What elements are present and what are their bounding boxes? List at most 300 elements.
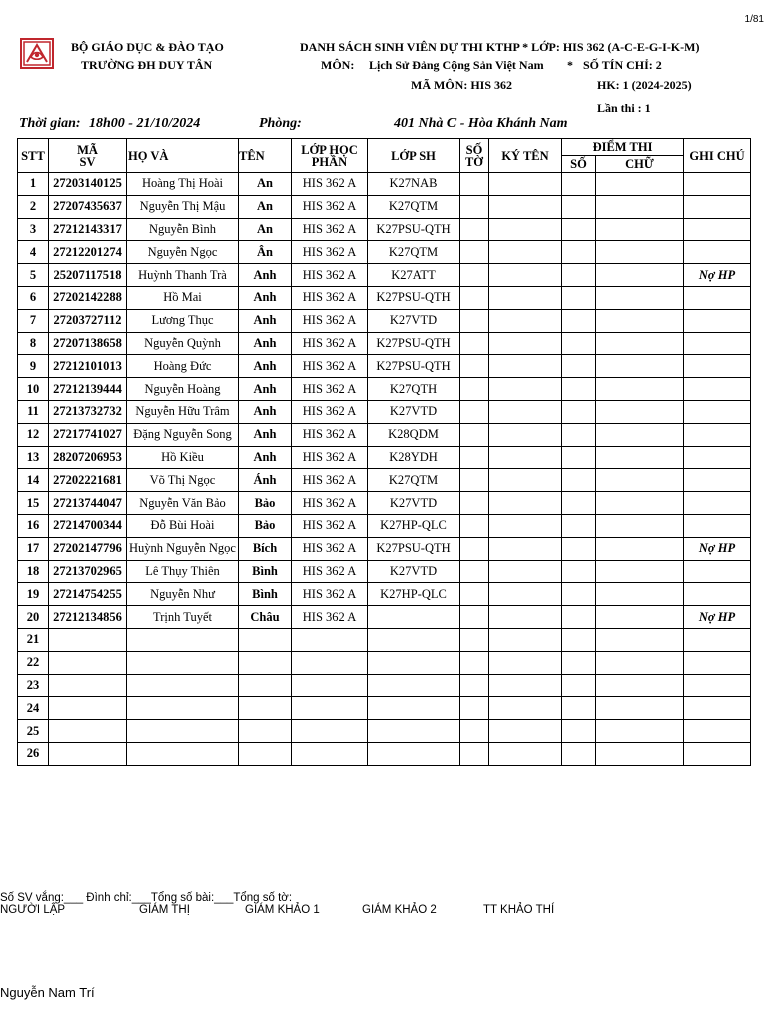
row-name: Bảo [239, 514, 292, 537]
row-stt: 15 [18, 492, 49, 515]
row-surname [127, 674, 239, 697]
row-note: Nợ HP [684, 264, 751, 287]
row-stt: 8 [18, 332, 49, 355]
row-stt: 6 [18, 286, 49, 309]
row-score-number [562, 514, 596, 537]
room-label: Phòng: [259, 116, 302, 131]
row-stt: 10 [18, 378, 49, 401]
row-stt: 3 [18, 218, 49, 241]
col-sheet-count: SỐ TỜ [460, 139, 489, 173]
row-student-id [49, 628, 127, 651]
row-student-id: 27202221681 [49, 469, 127, 492]
table-row [18, 218, 751, 241]
row-score-number [562, 309, 596, 332]
col-signature: KÝ TÊN [489, 139, 562, 173]
row-course-class: HIS 362 A [292, 537, 368, 560]
row-course-class [292, 697, 368, 720]
table-row [18, 560, 751, 583]
row-score-words [596, 628, 684, 651]
row-score-words [596, 400, 684, 423]
row-score-number [562, 583, 596, 606]
table-row [18, 446, 751, 469]
row-stt: 1 [18, 173, 49, 196]
row-student-id: 27214754255 [49, 583, 127, 606]
row-note [684, 332, 751, 355]
row-course-class: HIS 362 A [292, 423, 368, 446]
row-signature [489, 378, 562, 401]
row-sheet-count [460, 492, 489, 515]
row-score-words [596, 378, 684, 401]
row-course-class: HIS 362 A [292, 309, 368, 332]
row-name [239, 697, 292, 720]
row-stt: 4 [18, 241, 49, 264]
row-sheet-count [460, 309, 489, 332]
row-score-number [562, 674, 596, 697]
time-value: 18h00 - 21/10/2024 [89, 116, 201, 131]
row-home-class [368, 720, 460, 743]
table-row [18, 355, 751, 378]
row-signature [489, 446, 562, 469]
row-course-class: HIS 362 A [292, 173, 368, 196]
row-score-words [596, 446, 684, 469]
col-student-id: MÃ SV [49, 139, 127, 173]
row-note [684, 378, 751, 401]
row-sheet-count [460, 446, 489, 469]
row-surname: Hoàng Đức [127, 355, 239, 378]
row-stt: 19 [18, 583, 49, 606]
row-surname [127, 720, 239, 743]
row-stt: 5 [18, 264, 49, 287]
row-surname: Đỗ Bùi Hoài [127, 514, 239, 537]
row-name: Ánh [239, 469, 292, 492]
exam-attempt: Lần thi : 1 [597, 101, 651, 115]
table-row [18, 606, 751, 629]
row-score-number [562, 492, 596, 515]
row-signature [489, 355, 562, 378]
table-row [18, 742, 751, 765]
row-sheet-count [460, 332, 489, 355]
row-signature [489, 514, 562, 537]
row-student-id: 27202142288 [49, 286, 127, 309]
row-score-words [596, 492, 684, 515]
row-score-words [596, 309, 684, 332]
row-signature [489, 492, 562, 515]
col-surname: HỌ VÀ [127, 139, 239, 173]
row-course-class [292, 628, 368, 651]
subject-name: Lịch Sử Đảng Cộng Sản Việt Nam [369, 58, 544, 72]
row-student-id: 27207435637 [49, 195, 127, 218]
row-score-words [596, 742, 684, 765]
row-note [684, 355, 751, 378]
table-row [18, 264, 751, 287]
row-score-number [562, 628, 596, 651]
row-surname: Huỳnh Thanh Trà [127, 264, 239, 287]
row-score-words [596, 606, 684, 629]
table-row [18, 241, 751, 264]
row-name: Anh [239, 355, 292, 378]
row-surname: Nguyễn Bình [127, 218, 239, 241]
row-home-class: K27VTD [368, 309, 460, 332]
row-home-class: K27PSU-QTH [368, 218, 460, 241]
table-row [18, 423, 751, 446]
row-score-number [562, 378, 596, 401]
row-stt: 21 [18, 628, 49, 651]
row-sheet-count [460, 378, 489, 401]
school-name: TRƯỜNG ĐH DUY TÂN [81, 58, 213, 72]
row-course-class: HIS 362 A [292, 492, 368, 515]
table-row [18, 173, 751, 196]
row-score-words [596, 720, 684, 743]
row-score-words [596, 264, 684, 287]
row-signature [489, 697, 562, 720]
row-note [684, 628, 751, 651]
page-number: 1/81 [744, 14, 764, 25]
row-signature [489, 173, 562, 196]
table-row [18, 378, 751, 401]
row-sheet-count [460, 423, 489, 446]
col-score-words: CHỮ [596, 156, 684, 173]
row-surname: Hoàng Thị Hoài [127, 173, 239, 196]
row-name [239, 628, 292, 651]
row-note [684, 423, 751, 446]
row-score-number [562, 400, 596, 423]
row-score-number [562, 446, 596, 469]
col-course-class: LỚP HỌC PHẦN [292, 139, 368, 173]
col-home-class: LỚP SH [368, 139, 460, 173]
row-surname: Nguyễn Ngọc [127, 241, 239, 264]
row-course-class: HIS 362 A [292, 264, 368, 287]
row-signature [489, 651, 562, 674]
row-course-class: HIS 362 A [292, 195, 368, 218]
row-course-class: HIS 362 A [292, 218, 368, 241]
row-signature [489, 400, 562, 423]
preparer-name: Nguyễn Nam Trí [0, 985, 95, 1000]
row-surname: Nguyễn Quỳnh [127, 332, 239, 355]
row-name: Ân [239, 241, 292, 264]
row-signature [489, 742, 562, 765]
row-home-class: K27HP-QLC [368, 514, 460, 537]
row-score-words [596, 674, 684, 697]
row-signature [489, 286, 562, 309]
row-name: Bích [239, 537, 292, 560]
col-score-group: ĐIỂM THI [562, 139, 684, 156]
row-surname: Nguyễn Văn Bảo [127, 492, 239, 515]
row-student-id: 27212139444 [49, 378, 127, 401]
row-score-words [596, 651, 684, 674]
table-row [18, 332, 751, 355]
row-home-class [368, 697, 460, 720]
row-home-class: K27PSU-QTH [368, 332, 460, 355]
row-sheet-count [460, 241, 489, 264]
table-row [18, 720, 751, 743]
row-score-number [562, 423, 596, 446]
row-home-class: K27PSU-QTH [368, 286, 460, 309]
row-signature [489, 583, 562, 606]
row-stt: 23 [18, 674, 49, 697]
row-note [684, 241, 751, 264]
row-course-class: HIS 362 A [292, 560, 368, 583]
student-list-table [17, 138, 751, 766]
row-student-id: 27217741027 [49, 423, 127, 446]
row-stt: 11 [18, 400, 49, 423]
row-student-id [49, 697, 127, 720]
row-signature [489, 309, 562, 332]
row-score-words [596, 286, 684, 309]
row-surname: Nguyễn Thị Mậu [127, 195, 239, 218]
signer-examiner-2: GIÁM KHẢO 2 [362, 904, 437, 916]
row-student-id: 27213702965 [49, 560, 127, 583]
table-row [18, 400, 751, 423]
row-home-class: K27NAB [368, 173, 460, 196]
row-name: Bình [239, 560, 292, 583]
row-student-id: 27207138658 [49, 332, 127, 355]
table-row [18, 492, 751, 515]
row-course-class: HIS 362 A [292, 583, 368, 606]
row-student-id [49, 742, 127, 765]
row-sheet-count [460, 628, 489, 651]
table-row [18, 697, 751, 720]
table-row [18, 651, 751, 674]
row-course-class: HIS 362 A [292, 241, 368, 264]
row-name: Bảo [239, 492, 292, 515]
table-row [18, 309, 751, 332]
row-student-id: 27212143317 [49, 218, 127, 241]
table-row [18, 537, 751, 560]
table-row [18, 583, 751, 606]
row-score-number [562, 537, 596, 560]
row-sheet-count [460, 537, 489, 560]
row-signature [489, 606, 562, 629]
row-home-class [368, 606, 460, 629]
subject-label: MÔN: [321, 58, 355, 72]
row-name: Anh [239, 309, 292, 332]
row-score-number [562, 651, 596, 674]
credits: SỐ TÍN CHỈ: 2 [583, 58, 662, 72]
row-score-words [596, 195, 684, 218]
row-course-class: HIS 362 A [292, 400, 368, 423]
room-value: 401 Nhà C - Hòa Khánh Nam [394, 116, 568, 131]
row-sheet-count [460, 355, 489, 378]
row-score-words [596, 332, 684, 355]
row-home-class: K27PSU-QTH [368, 537, 460, 560]
row-note [684, 514, 751, 537]
row-sheet-count [460, 286, 489, 309]
row-signature [489, 195, 562, 218]
row-signature [489, 332, 562, 355]
row-score-number [562, 173, 596, 196]
col-note: GHI CHÚ [684, 139, 751, 173]
row-note: Nợ HP [684, 606, 751, 629]
row-name: An [239, 195, 292, 218]
row-home-class: K27QTM [368, 469, 460, 492]
row-score-number [562, 606, 596, 629]
row-note [684, 446, 751, 469]
row-student-id: 25207117518 [49, 264, 127, 287]
row-surname: Hồ Kiều [127, 446, 239, 469]
row-sheet-count [460, 651, 489, 674]
row-home-class: K27PSU-QTH [368, 355, 460, 378]
row-course-class: HIS 362 A [292, 606, 368, 629]
row-name [239, 742, 292, 765]
row-stt: 12 [18, 423, 49, 446]
row-home-class: K27VTD [368, 560, 460, 583]
row-name: Anh [239, 332, 292, 355]
row-score-words [596, 241, 684, 264]
row-score-words [596, 560, 684, 583]
row-note [684, 218, 751, 241]
signer-testing-center: TT KHẢO THÍ [483, 904, 555, 916]
row-signature [489, 469, 562, 492]
row-home-class: K27QTM [368, 195, 460, 218]
row-stt: 20 [18, 606, 49, 629]
row-note [684, 697, 751, 720]
row-student-id: 27213744047 [49, 492, 127, 515]
col-score-number: SỐ [562, 156, 596, 173]
row-note [684, 742, 751, 765]
row-signature [489, 241, 562, 264]
row-note [684, 400, 751, 423]
row-score-words [596, 583, 684, 606]
row-sheet-count [460, 195, 489, 218]
row-student-id [49, 720, 127, 743]
row-student-id: 27212134856 [49, 606, 127, 629]
row-home-class: K27VTD [368, 492, 460, 515]
row-note [684, 560, 751, 583]
row-score-number [562, 218, 596, 241]
row-stt: 25 [18, 720, 49, 743]
row-student-id [49, 674, 127, 697]
row-surname: Nguyễn Hoàng [127, 378, 239, 401]
table-row [18, 674, 751, 697]
table-header [18, 139, 751, 173]
row-signature [489, 674, 562, 697]
row-note [684, 195, 751, 218]
row-score-number [562, 355, 596, 378]
row-student-id: 27212201274 [49, 241, 127, 264]
row-surname: Hồ Mai [127, 286, 239, 309]
semester: HK: 1 (2024-2025) [597, 78, 692, 92]
signer-preparer: NGƯỜI LẬP [0, 904, 66, 916]
row-sheet-count [460, 583, 489, 606]
row-surname: Lương Thục [127, 309, 239, 332]
row-student-id: 27202147796 [49, 537, 127, 560]
attendance-summary: Số SV vắng:___ Đình chỉ:___Tổng số bài:___Tổng số tờ: [0, 892, 293, 904]
row-course-class [292, 651, 368, 674]
row-score-number [562, 560, 596, 583]
row-sheet-count [460, 606, 489, 629]
row-surname: Huỳnh Nguyễn Ngọc [127, 537, 239, 560]
row-score-number [562, 742, 596, 765]
table-row [18, 514, 751, 537]
row-name [239, 720, 292, 743]
row-student-id: 28207206953 [49, 446, 127, 469]
row-name: Anh [239, 378, 292, 401]
row-note [684, 309, 751, 332]
row-sheet-count [460, 469, 489, 492]
row-score-words [596, 469, 684, 492]
row-course-class: HIS 362 A [292, 378, 368, 401]
row-note [684, 720, 751, 743]
row-student-id [49, 651, 127, 674]
row-note [684, 286, 751, 309]
row-surname: Võ Thị Ngọc [127, 469, 239, 492]
row-course-class [292, 674, 368, 697]
row-sheet-count [460, 173, 489, 196]
row-student-id: 27203727112 [49, 309, 127, 332]
col-stt: STT [18, 139, 49, 173]
signer-proctor: GIÁM THỊ [139, 904, 190, 916]
row-note [684, 492, 751, 515]
row-sheet-count [460, 742, 489, 765]
table-body [18, 173, 751, 766]
row-surname: Nguyễn Như [127, 583, 239, 606]
row-score-number [562, 195, 596, 218]
logo-emblem-icon [22, 40, 52, 67]
star-separator: * [567, 58, 573, 72]
row-surname [127, 742, 239, 765]
row-surname: Lê Thụy Thiên [127, 560, 239, 583]
row-note [684, 469, 751, 492]
row-home-class [368, 628, 460, 651]
row-signature [489, 264, 562, 287]
row-stt: 9 [18, 355, 49, 378]
row-student-id: 27212101013 [49, 355, 127, 378]
row-score-number [562, 720, 596, 743]
table-row [18, 195, 751, 218]
row-sheet-count [460, 560, 489, 583]
row-signature [489, 218, 562, 241]
row-course-class: HIS 362 A [292, 332, 368, 355]
row-stt: 18 [18, 560, 49, 583]
row-surname [127, 651, 239, 674]
row-home-class: K27QTH [368, 378, 460, 401]
row-sheet-count [460, 697, 489, 720]
row-signature [489, 423, 562, 446]
row-score-number [562, 332, 596, 355]
row-stt: 7 [18, 309, 49, 332]
row-stt: 13 [18, 446, 49, 469]
col-name: TÊN [239, 139, 292, 173]
row-surname: Đặng Nguyễn Song [127, 423, 239, 446]
row-note [684, 651, 751, 674]
row-course-class: HIS 362 A [292, 355, 368, 378]
row-surname: Trịnh Tuyết [127, 606, 239, 629]
row-score-number [562, 241, 596, 264]
signer-examiner-1: GIÁM KHẢO 1 [245, 904, 320, 916]
row-home-class [368, 742, 460, 765]
row-student-id: 27203140125 [49, 173, 127, 196]
row-name: An [239, 218, 292, 241]
row-name: An [239, 173, 292, 196]
row-home-class: K27QTM [368, 241, 460, 264]
row-course-class: HIS 362 A [292, 446, 368, 469]
row-signature [489, 628, 562, 651]
row-home-class: K28QDM [368, 423, 460, 446]
row-home-class: K27VTD [368, 400, 460, 423]
row-course-class: HIS 362 A [292, 514, 368, 537]
table-row [18, 628, 751, 651]
row-note [684, 674, 751, 697]
row-sheet-count [460, 264, 489, 287]
row-student-id: 27214700344 [49, 514, 127, 537]
table-row [18, 286, 751, 309]
row-sheet-count [460, 514, 489, 537]
row-stt: 16 [18, 514, 49, 537]
row-home-class: K27ATT [368, 264, 460, 287]
row-score-number [562, 264, 596, 287]
row-score-words [596, 514, 684, 537]
row-course-class [292, 742, 368, 765]
